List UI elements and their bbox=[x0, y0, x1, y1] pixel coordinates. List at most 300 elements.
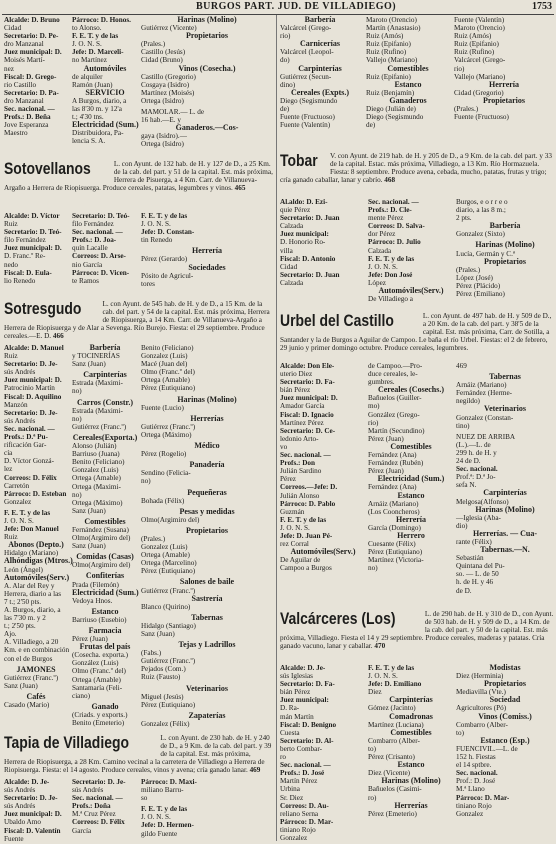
directory-line: Sec. nacional. — bbox=[368, 198, 419, 206]
directory-line: Martín (Anastasio) bbox=[366, 24, 421, 33]
directory-line: Alcalde: D. Je- bbox=[280, 664, 326, 672]
directory-line: Ruiz (Benjamín) bbox=[366, 88, 415, 97]
directory-line: Carpinterías bbox=[483, 488, 527, 498]
sotresgudo-col-2 bbox=[72, 344, 138, 730]
directory-line: diario, a las 8 m.; bbox=[456, 206, 506, 215]
directory-line: MAMOLAR.— L. de bbox=[141, 108, 205, 117]
directory-line: Cereales(Exporta.) bbox=[72, 432, 138, 442]
directory-line: to) bbox=[368, 744, 376, 753]
directory-line: Ubaldo Amo bbox=[4, 818, 41, 827]
tapia-col-1 bbox=[4, 778, 68, 844]
top-col-1 bbox=[4, 16, 68, 140]
directory-line: no) bbox=[368, 564, 378, 573]
directory-line: Pérez bbox=[280, 475, 296, 484]
directory-line: Pérez (Gerardo) bbox=[141, 255, 188, 264]
directory-line: Ruiz (Epifanio) bbox=[366, 40, 411, 49]
directory-line: López (José) bbox=[456, 273, 493, 282]
directory-line: Cidad (Bruno) bbox=[141, 56, 183, 65]
directory-line: uterio Diez bbox=[280, 370, 313, 379]
directory-line: Secretario: D. Teó- bbox=[4, 228, 62, 237]
directory-line: Burgos, e o r r e o bbox=[456, 198, 508, 206]
directory-line: nedo bbox=[4, 260, 18, 269]
directory-line: Amador García bbox=[280, 402, 325, 411]
directory-line: Ganado bbox=[91, 701, 119, 711]
directory-line: h. de H. y 46 bbox=[456, 578, 494, 587]
directory-line: Harinas (Molino) bbox=[475, 240, 535, 250]
directory-line: sús Andrés bbox=[4, 786, 36, 795]
directory-line: Gonzalez (Félix) bbox=[141, 719, 190, 728]
directory-line: Salones de baile bbox=[179, 577, 235, 587]
directory-line: Ortega (Amable) bbox=[72, 675, 121, 684]
directory-line: Tabernas.—N. bbox=[480, 545, 530, 555]
directory-line: Párroco: D. Mar- bbox=[456, 793, 510, 802]
directory-line: Sanz (Juan) bbox=[4, 681, 38, 690]
running-title: BURGOS PART. JUD. DE VILLADIEGO) bbox=[196, 1, 397, 12]
directory-line: Carpinterías bbox=[83, 370, 127, 380]
directory-line: Ruiz bbox=[4, 220, 18, 229]
directory-line: so. — L. de 50 bbox=[456, 570, 499, 579]
directory-line: Pérez (Eutiquiano) bbox=[141, 567, 196, 576]
directory-line: Ruiz bbox=[4, 352, 18, 361]
directory-line: (Los Cooncheros) bbox=[368, 507, 420, 516]
directory-line: dor Pérez bbox=[368, 230, 396, 239]
directory-line: Secretario: D. Je- bbox=[4, 408, 58, 417]
directory-line: de alquiler bbox=[72, 72, 103, 81]
directory-line: JAMONES bbox=[16, 664, 56, 674]
directory-line: Sec. nacional. — bbox=[4, 105, 55, 114]
directory-line: Párroco: D. Maxi- bbox=[141, 778, 197, 786]
directory-line: Comestibles bbox=[84, 516, 126, 526]
directory-line: ciano) bbox=[72, 691, 90, 700]
directory-line: Vedoya Hnos. bbox=[72, 596, 113, 605]
directory-line: Maroto (Orencio) bbox=[366, 16, 417, 24]
population-code: 470 bbox=[374, 642, 386, 651]
directory-line: quie Pérez bbox=[280, 206, 311, 215]
directory-line: Secretario: D. Ce- bbox=[280, 426, 336, 435]
directory-line: Calzada bbox=[280, 222, 304, 231]
directory-line: García bbox=[72, 826, 92, 835]
directory-line: Profs.: D. Joa- bbox=[72, 236, 117, 245]
directory-line: (Prales.) bbox=[454, 105, 479, 114]
directory-line: —Iglesia (Aba- bbox=[456, 513, 501, 522]
directory-line: Castillo (Jesús) bbox=[141, 48, 186, 57]
directory-line: Secretario: D. Fa- bbox=[280, 680, 335, 689]
directory-line: Sociedades bbox=[188, 262, 226, 272]
directory-line: rio) bbox=[280, 32, 291, 41]
directory-line: J. O. N. S. bbox=[368, 262, 398, 271]
directory-line: Fernández (Ana) bbox=[368, 483, 417, 492]
directory-line: Carpinterías bbox=[389, 695, 433, 705]
directory-line: Cidad bbox=[4, 24, 22, 33]
directory-line: Zapaterías bbox=[188, 710, 226, 720]
directory-line: Correos: D. Arse- bbox=[72, 252, 126, 261]
directory-line: Párroco: D. Honos. bbox=[72, 16, 131, 24]
directory-line: González (Luis) bbox=[72, 659, 119, 668]
directory-line: Juez municipal: D. bbox=[4, 48, 62, 57]
directory-line: Diego (Segismundo bbox=[366, 113, 424, 122]
town-name: Sotovellanos bbox=[4, 159, 91, 178]
directory-line: Gutiérrez (Franc.º) bbox=[141, 422, 196, 431]
directory-line: Olmo(Argimiro del) bbox=[72, 561, 131, 570]
directory-line: Correos: D. Au- bbox=[280, 801, 329, 810]
directory-line: filo Fernández bbox=[72, 220, 114, 229]
town-name: Tapia de Villadiego bbox=[4, 733, 129, 752]
directory-line: villa bbox=[280, 246, 293, 255]
entry-urbel-del-castillo bbox=[280, 312, 554, 362]
directory-line: Vinos (Cosecha.) bbox=[178, 63, 236, 73]
directory-line: Fernández (Susana) bbox=[72, 525, 129, 534]
directory-line: Fuente (Fructuoso) bbox=[280, 113, 335, 122]
directory-line: las 8'30 m. y 12'a bbox=[72, 105, 122, 114]
directory-line: Olmo(Argimiro del) bbox=[72, 534, 131, 543]
directory-line: Jefe: Don Manuel bbox=[4, 525, 59, 534]
top-col-4 bbox=[280, 16, 360, 152]
sotovellanos-col-2 bbox=[72, 212, 138, 292]
directory-line: Gutiérrez (Secun- bbox=[280, 72, 332, 81]
directory-line: Pérez (Eutiquiano) bbox=[141, 700, 196, 709]
directory-line: mo) bbox=[368, 402, 380, 411]
top-col-3 bbox=[141, 16, 273, 156]
directory-line: F. E. T. y de las bbox=[280, 515, 327, 524]
directory-line: Pequeñeras bbox=[187, 487, 227, 497]
directory-line: Pérez (Plácido) bbox=[456, 281, 501, 290]
directory-line: Diez (Herminia) bbox=[456, 672, 504, 681]
directory-line: Secretario: D. Al- bbox=[280, 736, 334, 745]
directory-line: Gonzalez (Constan- bbox=[456, 413, 514, 422]
directory-line: Barbería bbox=[489, 221, 521, 231]
directory-line: gumbres. bbox=[368, 378, 395, 387]
directory-line: Sec. nacional. bbox=[456, 465, 498, 474]
directory-line: Ortega (Amable) bbox=[141, 551, 190, 560]
directory-line: berto Combar- bbox=[280, 744, 322, 753]
directory-line: Santamaría (Feli- bbox=[72, 683, 123, 692]
directory-line: Fuente (Valentín) bbox=[454, 16, 505, 24]
directory-line: Automóviles(Serv.) bbox=[290, 547, 356, 557]
directory-line: Ajo. bbox=[4, 630, 17, 639]
directory-line: Benito (Feliciano) bbox=[72, 458, 125, 467]
directory-line: (Criads. y exports.) bbox=[72, 710, 128, 719]
directory-line: Correos: D. Félix bbox=[4, 473, 57, 482]
directory-line: Pérez (Eutiquiano) bbox=[141, 384, 196, 393]
directory-line: Farmacia bbox=[88, 626, 122, 635]
directory-line: SERVICIO bbox=[85, 87, 125, 97]
directory-line: miliano Barru- bbox=[141, 786, 184, 795]
directory-line: Profs.: D. Cle- bbox=[368, 206, 412, 215]
directory-line: Sanz (Juan) bbox=[141, 630, 175, 638]
directory-line: Ruiz (Fausto) bbox=[141, 673, 181, 682]
directory-line: (Cosecha. exporta.) bbox=[72, 651, 129, 660]
town-description: L. con Ayunt. de 132 hab. de H. y 127 de D., a 25 Km. de la cab. del part. y 51 de la capital. Est. más próxima, Herrera de Pisuerga, a 4 Km. Carr. de Villanueva-Argaño a Herrera de Riopisuerga. Produce cereales, patatas, legumbres y vinos. bbox=[4, 160, 273, 193]
directory-line: M.ª Cruz Pérez bbox=[72, 810, 116, 819]
directory-line: 16 hab.—E. y bbox=[141, 116, 181, 125]
directory-line: Vinos (Comiss.) bbox=[478, 711, 532, 721]
directory-line: Carnicerías bbox=[300, 39, 340, 49]
directory-line: Melgosa(Alfonso) bbox=[456, 497, 509, 506]
directory-line: FUENCIVIL.—L. de bbox=[456, 744, 518, 753]
sotovellanos-col-1 bbox=[4, 212, 68, 292]
directory-line: D. Ra- bbox=[280, 704, 300, 713]
directory-line: lio Renedo bbox=[4, 276, 36, 285]
directory-line: Hidalgo (Santiago) bbox=[141, 621, 196, 630]
directory-line: Secretario: D. Pe- bbox=[4, 32, 59, 41]
directory-line: Jefe: D. Emiliano bbox=[368, 680, 422, 689]
directory-line: Maroto (Orencio) bbox=[454, 24, 505, 33]
directory-line: Profs.: D. Beña bbox=[4, 113, 51, 122]
directory-line: Barriuso (Juana) bbox=[72, 450, 120, 459]
tobar-col-2 bbox=[368, 198, 454, 310]
directory-line: Propietarios bbox=[483, 256, 527, 266]
directory-line: De Aguilar de bbox=[280, 556, 321, 565]
town-description: L. con Ayunt. de 230 hab. de H. y 240 de D., a 9 Km. de la cab. del part. y 39 de la capital. Est. más próxima, Herrera de Riopisuerga, a 28 Km. Camino vecinal a la carretera de Villadiego a Herrera de Riopisuerga. Fiesta: el 14 agosto. Produce cereales, vinos y avena; cría ganado lanar. bbox=[4, 734, 272, 775]
directory-line: Distribuidora, Pa- bbox=[72, 129, 124, 138]
directory-line: Julián Alonso bbox=[280, 491, 320, 500]
directory-line: gaya (Isidro).— bbox=[141, 132, 187, 141]
directory-line: bián Pérez bbox=[280, 688, 311, 697]
population-code: 468 bbox=[384, 176, 396, 185]
directory-line: Prof.ª: D.ª Jo- bbox=[456, 473, 496, 482]
directory-line: Valcárcel (Grego- bbox=[454, 56, 506, 65]
town-name: Tobar bbox=[280, 151, 318, 170]
tapia-col-2 bbox=[72, 778, 138, 844]
directory-line: te Ramos bbox=[72, 276, 99, 285]
directory-line: (Prales.) bbox=[141, 534, 166, 543]
directory-line: Mediavilla (Vte.) bbox=[456, 688, 506, 697]
directory-line: Diego (Segismundo bbox=[280, 96, 338, 105]
directory-line: Gutiérrez (Franc.º) bbox=[72, 422, 127, 431]
directory-line: Gutiérrez (Franc.º) bbox=[141, 657, 196, 666]
directory-line: Profs.: D.ª Pu- bbox=[4, 433, 48, 442]
directory-line: Benito (Emeterio) bbox=[72, 719, 125, 728]
directory-line: Párroco: D. Vicen- bbox=[72, 268, 130, 277]
valcarceres-col-3 bbox=[456, 664, 554, 844]
directory-line: Sendino (Felicia- bbox=[141, 469, 191, 478]
directory-line: Valcárcel (Leopol- bbox=[280, 48, 334, 57]
directory-line: Pérez (Crisanto) bbox=[368, 753, 415, 762]
directory-line: Tabernas bbox=[191, 612, 223, 622]
directory-line: sús Iglesias bbox=[280, 672, 313, 681]
directory-line: Gonzalez (Luis) bbox=[72, 466, 119, 475]
urbel-col-2 bbox=[368, 362, 454, 576]
directory-line: Jefe: D. Constan- bbox=[141, 228, 195, 237]
directory-line: Sec. nacional. — bbox=[280, 451, 331, 460]
directory-line: dro Manzanal bbox=[4, 40, 44, 49]
directory-line: Pérez (Emeterio) bbox=[368, 809, 417, 818]
directory-line: Automóviles bbox=[83, 63, 127, 73]
directory-line: Comestibles bbox=[390, 727, 432, 737]
directory-line: no) bbox=[72, 490, 82, 499]
directory-line: tiniano Rojo bbox=[280, 825, 316, 834]
directory-line: Alcalde: Don Ele- bbox=[280, 362, 335, 370]
directory-line: Párroco: D. Julio bbox=[368, 238, 421, 247]
directory-line: Km. e en combinación bbox=[4, 646, 70, 655]
directory-line: rez Corral bbox=[280, 540, 309, 549]
directory-line: Ruiz (Epifanio) bbox=[454, 40, 499, 49]
directory-line: Propietarios bbox=[185, 525, 229, 535]
directory-line: Ganaderos bbox=[389, 95, 427, 105]
directory-line: Olmo (Franc.º del) bbox=[72, 667, 126, 676]
directory-line: reliano Serna bbox=[280, 809, 319, 818]
directory-line: J. O. N. S. bbox=[280, 523, 310, 532]
directory-line: nio García bbox=[72, 260, 103, 269]
directory-line: Vallejo (Mariano) bbox=[454, 72, 506, 81]
directory-line: Veterinarios bbox=[484, 404, 526, 414]
tobar-col-1 bbox=[280, 198, 366, 294]
directory-line: Calzada bbox=[280, 278, 304, 287]
town-name: Urbel del Castillo bbox=[280, 311, 394, 330]
directory-line: F. E. T. y de las bbox=[4, 508, 51, 517]
directory-line: Secretario: D. Fa- bbox=[280, 378, 335, 387]
directory-line: Herrero bbox=[397, 530, 425, 540]
directory-line: Bohada (Félix) bbox=[141, 496, 185, 505]
directory-line: Quintana del Pu- bbox=[456, 562, 505, 571]
valcarceres-col-2 bbox=[368, 664, 454, 844]
directory-line: Harinas (Molino) bbox=[475, 504, 535, 514]
valcarceres-col-1 bbox=[280, 664, 366, 844]
directory-line: 469 bbox=[456, 362, 467, 370]
directory-line: Alonso (Julián) bbox=[72, 442, 117, 451]
directory-line: Calzada bbox=[368, 246, 392, 255]
directory-line: Frutas del país bbox=[79, 642, 131, 652]
directory-line: Sociedad bbox=[489, 695, 521, 705]
directory-line: tino) bbox=[456, 421, 470, 430]
directory-line: Correos: D. Salva- bbox=[368, 222, 425, 231]
directory-line: (Prales.) bbox=[141, 40, 166, 49]
directory-line: Ortega (Marcelino) bbox=[141, 559, 197, 568]
directory-line: Bañuelos (Casimi- bbox=[368, 785, 422, 794]
directory-line: Ruiz (Amós) bbox=[366, 32, 404, 41]
directory-line: Fernández (Rubén) bbox=[368, 459, 424, 468]
directory-line: Martínez (Luciana) bbox=[368, 720, 424, 729]
directory-line: Valcárcel (Grego- bbox=[280, 24, 332, 33]
directory-line: Ruiz (Amós) bbox=[454, 32, 492, 41]
directory-line: Pérez (Emiliano) bbox=[456, 290, 505, 299]
directory-line: Comestibles bbox=[390, 441, 432, 451]
directory-line: rificación Gar- bbox=[4, 441, 47, 450]
directory-line: Carretón bbox=[4, 481, 30, 490]
directory-line: Modistas bbox=[489, 663, 521, 672]
directory-line: Prada (Filemón) bbox=[72, 580, 119, 589]
directory-line: vo bbox=[280, 442, 288, 451]
directory-line: Alcalde: D. Manuel bbox=[4, 344, 64, 352]
directory-line: Automóviles(Serv.) bbox=[378, 286, 444, 296]
directory-line: Al.aldo: D. Ezi- bbox=[280, 198, 328, 206]
directory-line: (L.).—L. de bbox=[456, 440, 491, 449]
directory-line: Barbería bbox=[89, 343, 121, 352]
directory-line: Pesas y medidas bbox=[179, 506, 235, 516]
directory-line: ro bbox=[280, 753, 286, 762]
directory-line: tores bbox=[141, 279, 155, 288]
directory-line: Gonzalez (Luis) bbox=[141, 352, 188, 361]
directory-line: Herrería bbox=[488, 79, 520, 89]
directory-line: Gutiérrez (Franc.º) bbox=[141, 586, 196, 595]
directory-line: Olmo (Franc.º del) bbox=[141, 368, 195, 377]
directory-line: cía bbox=[4, 449, 13, 458]
directory-line: sús Andrés bbox=[4, 416, 36, 425]
directory-line: Propietarios bbox=[185, 31, 229, 41]
directory-line: Alcalde: D. Víctor bbox=[4, 212, 60, 220]
directory-line: Fiscal: D. Eula- bbox=[4, 268, 52, 277]
directory-line: Gutiérrez (Franc.º) bbox=[4, 673, 59, 682]
directory-line: Herrería bbox=[395, 514, 427, 524]
directory-line: Cereales (Cosechs.) bbox=[377, 385, 445, 395]
directory-line: Gómez (Jacinto) bbox=[368, 704, 416, 713]
directory-line: Ortega (Isidro) bbox=[141, 140, 184, 149]
directory-line: Ruiz (Rufino) bbox=[366, 48, 407, 57]
directory-line: rio Castillo bbox=[4, 80, 37, 89]
directory-line: Benito (Feliciano) bbox=[141, 344, 194, 352]
directory-line: t.; 2'50 pts. bbox=[4, 622, 36, 631]
directory-line: Párroco: D. Esteban bbox=[4, 489, 67, 498]
directory-line: Sec. nacional. — bbox=[280, 761, 331, 770]
directory-line: Martínez Pérez bbox=[280, 418, 324, 427]
directory-line: Harinas (Molino) bbox=[381, 776, 441, 786]
directory-line: Ortega (Isidro) bbox=[141, 96, 184, 105]
directory-line: Sastrería bbox=[191, 593, 223, 603]
directory-line: Ramón (Juan) bbox=[72, 80, 113, 89]
directory-line: Correos.—Jefe: D. bbox=[280, 483, 338, 492]
directory-line: Jefe: D. Marceli- bbox=[72, 48, 124, 57]
directory-line: Jefe: D. Hermen- bbox=[141, 821, 194, 830]
directory-line: Moisés Martí- bbox=[4, 56, 45, 65]
town-description: V. con Ayunt. de 219 hab. de H. y 205 de D., a 9 Km. de la cab. del part. y 33 de la capital. Estac. más próxima, Villadiego, a 13 Km. Río Hormazuela. Fiesta: 8 septiembre. Produce avena, cebada, mucho, patatas, frutas y trigo; cría ganado caballar, lanar y cabrío. bbox=[280, 152, 552, 185]
directory-line: J. O. N. S. bbox=[72, 40, 102, 49]
directory-line: do) bbox=[280, 56, 290, 65]
directory-line: Hidalgo (Mariano) bbox=[4, 549, 59, 558]
directory-line: Martín (Secundino) bbox=[368, 426, 425, 435]
directory-line: Fuente (Valentín) bbox=[280, 121, 331, 130]
directory-line: Profs.: Don bbox=[280, 459, 316, 468]
directory-line: 24 de D. bbox=[456, 457, 481, 466]
directory-line: Cidad (Gregorio) bbox=[454, 88, 504, 97]
directory-line: Gonzalez bbox=[280, 833, 308, 842]
directory-line: Sebastián bbox=[456, 554, 484, 563]
directory-line: Estrada (Maximi- bbox=[72, 406, 123, 415]
sotresgudo-col-3 bbox=[141, 344, 273, 730]
directory-line: Comadronas bbox=[389, 711, 433, 721]
directory-line: Párroco: D. Pablo bbox=[280, 499, 336, 508]
directory-line: Ruiz (Epifanio) bbox=[366, 72, 411, 81]
directory-line: Fiscal: D. Benigno bbox=[280, 720, 337, 729]
directory-line: Secretario: D. Juan bbox=[280, 270, 340, 279]
directory-line: de) bbox=[280, 105, 290, 114]
directory-line: Harinas (Molino) bbox=[177, 15, 237, 24]
directory-line: sús Andrés bbox=[72, 786, 104, 795]
directory-line: tin Renedo bbox=[141, 236, 173, 245]
population-code: 466 bbox=[52, 332, 64, 341]
directory-line: Blanco (Quirino) bbox=[141, 602, 191, 611]
directory-line: Fuente (Lucio) bbox=[141, 403, 184, 412]
town-name: Sotresgudo bbox=[4, 299, 82, 318]
directory-line: 2 pts. bbox=[456, 214, 472, 223]
directory-line: Fiscal: D. Aquilino bbox=[4, 392, 62, 401]
directory-line: Fernández (Herme- bbox=[456, 389, 513, 398]
directory-line: Juez municipal: D. bbox=[280, 394, 338, 403]
directory-line: Arnáiz (Mariano) bbox=[456, 381, 507, 390]
directory-line: Sec. nacional. bbox=[456, 769, 498, 778]
entry-valcarceres bbox=[280, 610, 554, 660]
sotresgudo-col-1 bbox=[4, 344, 73, 730]
directory-line: Juez municipal: D. bbox=[4, 376, 62, 385]
directory-line: no) bbox=[72, 414, 82, 423]
directory-line: Panadería bbox=[189, 460, 225, 470]
urbel-col-3 bbox=[456, 362, 554, 612]
directory-line: de) bbox=[366, 121, 376, 130]
population-code: 469 bbox=[249, 766, 261, 775]
directory-line: Cereales (Expts.) bbox=[290, 87, 350, 97]
top-col-5 bbox=[366, 16, 450, 152]
directory-line: Sanz (Juan) bbox=[72, 360, 106, 369]
directory-line: Jefe: Don José bbox=[368, 270, 413, 279]
